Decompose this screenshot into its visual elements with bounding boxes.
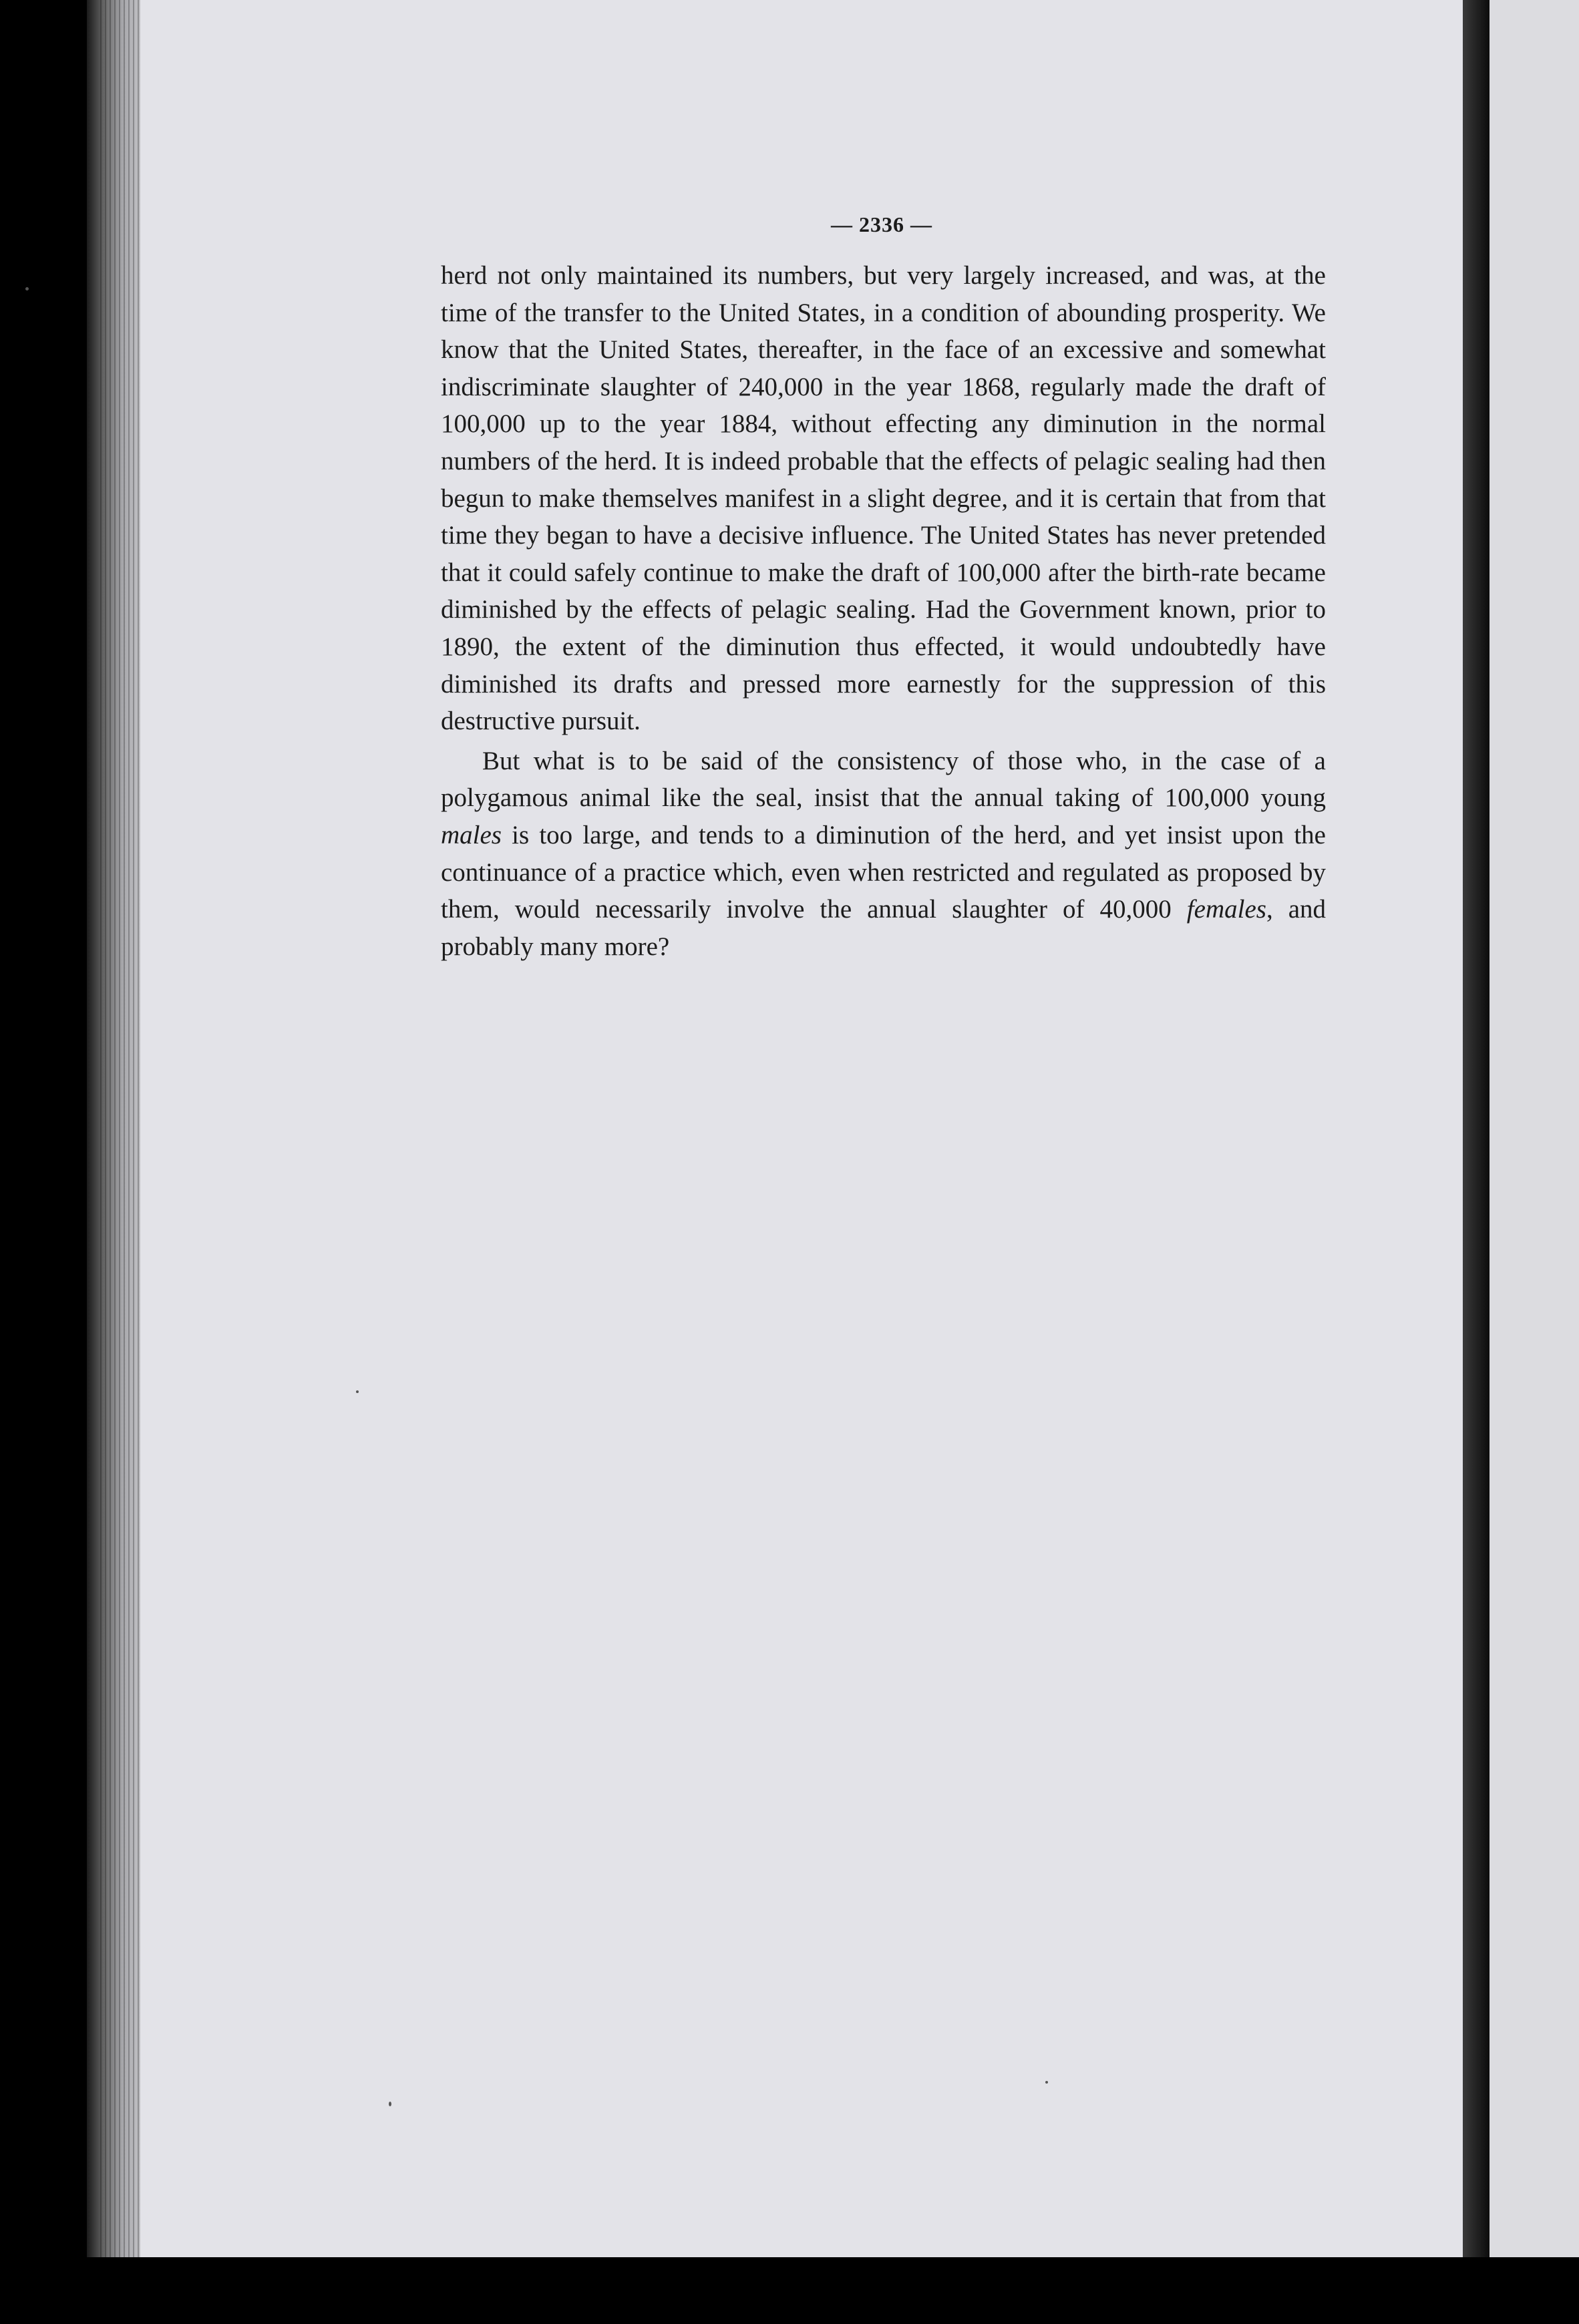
dust-speck <box>356 1390 359 1393</box>
text-run: is too large, and tends to a diminution of the herd, and yet insist upon the continuance of a practice which, even when restricted and regulated as proposed by them, would necessarily involve the annual slaughter of 40,000 <box>441 820 1326 924</box>
page-number: — 2336 — <box>831 212 932 236</box>
scan-border <box>0 2257 1579 2324</box>
paragraph <box>441 257 1326 740</box>
dust-speck <box>25 287 29 290</box>
italic-word: females <box>1186 895 1266 924</box>
italic-word: males <box>441 820 502 849</box>
paragraph <box>441 743 1326 966</box>
body-text <box>441 257 1326 965</box>
dust-speck <box>389 2102 391 2106</box>
book-gutter <box>1463 0 1489 2324</box>
text-run: , and probably many more? <box>441 895 1327 961</box>
facing-page-edge <box>1489 0 1579 2291</box>
text-run: herd not only maintained its numbers, but very largely increased, and was, at the time of the transfer to the United States, in a condition of abounding prosperity. We know that the United States, thereafter, in the face of an excessive and somewhat indiscriminate slaughter of 240,000 in the year 1868, regularly made the draft of 100,000 up to the year 1884, without effecting any diminution in the normal numbers of the herd. It is indeed probable that the effects of pelagic sealing had then begun to make themselves manifest in a slight degree, and it is certain that from that time they began to have a decisive influence. The United States has never pretended that it could safely continue to make the draft of 100,000 after the birth-rate became diminished by the effects of pelagic sealing. Had the Government known, prior to 1890, the extent of the diminution thus effected, it would undoubtedly have diminished its drafts and pressed more earnestly for the suppression of this destructive pursuit. <box>441 261 1326 736</box>
page-edges <box>100 0 140 2271</box>
text-run: But what is to be said of the consistency of those who, in the case of a polygamous animal like the seal, insist that the annual taking of 100,000 young <box>441 746 1326 813</box>
dust-speck <box>1045 2081 1048 2084</box>
